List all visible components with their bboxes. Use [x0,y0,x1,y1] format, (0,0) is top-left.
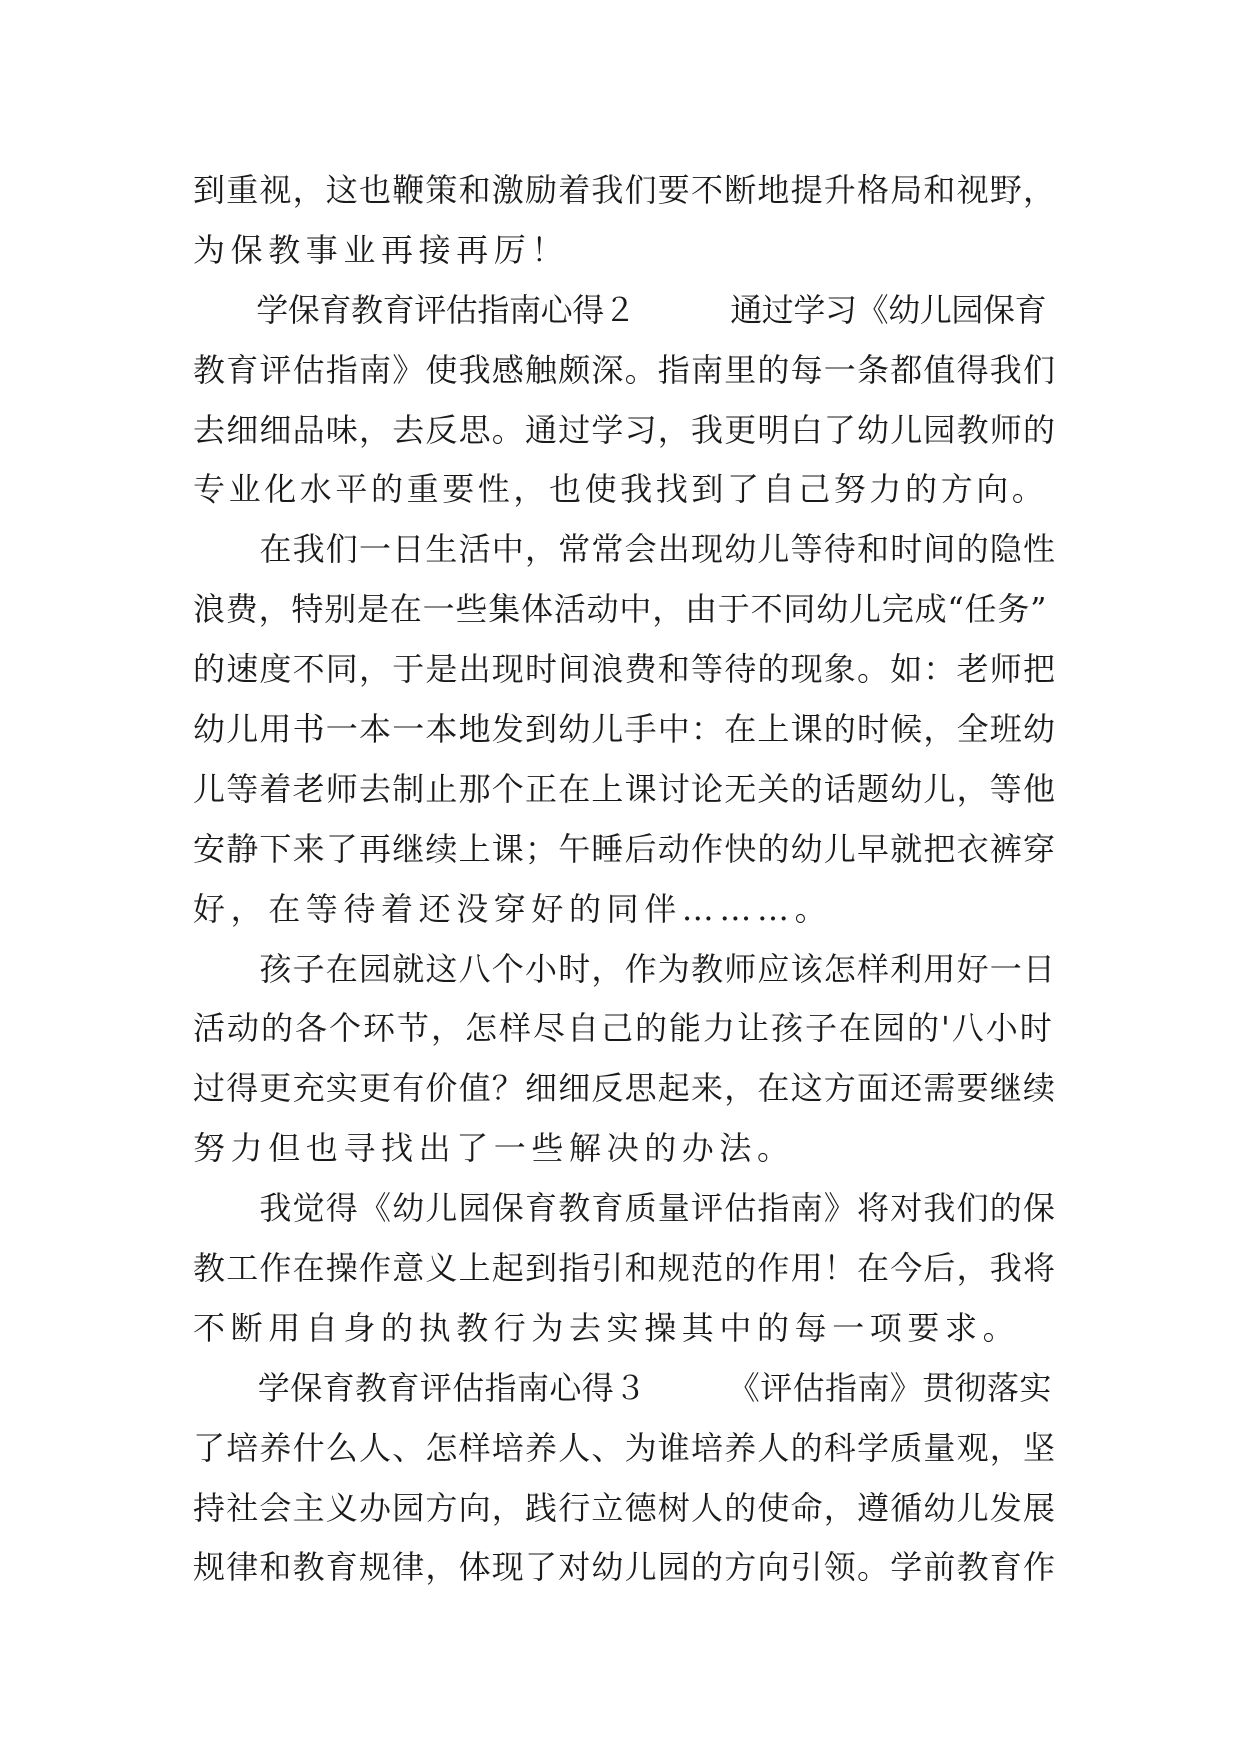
text-line: 为保教事业再接再厉！ [193,230,570,269]
text-line: 儿等着老师去制止那个正在上课讨论无关的话题幼儿，等他 [193,769,1057,808]
text-line: 到重视，这也鞭策和激励着我们要不断地提升格局和视野， [193,171,1057,209]
text-line: 活动的各个环节，怎样尽自己的能力让孩子在园的'八小时 [193,1009,1054,1048]
text-line: 幼儿用书一本一本地发到幼儿手中：在上课的时候，全班幼 [193,710,1057,749]
text-line: 过得更充实更有价值？细细反思起来，在这方面还需要继续 [193,1069,1057,1108]
text-line: 安静下来了再继续上课；午睡后动作快的幼儿早就把衣裤穿 [193,829,1057,868]
text-line: 规律和教育规律，体现了对幼儿园的方向引领。学前教育作 [193,1548,1057,1587]
text-line: 教工作在操作意义上起到指引和规范的作用！在今后，我将 [193,1249,1057,1288]
text-line: 专业化水平的重要性，也使我找到了自己努力的方向。 [193,470,1048,509]
body-text [193,161,1055,1598]
text-line: 孩子在园就这八个小时，作为教师应该怎样利用好一日 [193,949,1057,988]
text-line: 好，在等待着还没穿好的同伴………。 [193,889,833,928]
text-line: 教育评估指南》使我感触颇深。指南里的每一条都值得我们 [193,350,1057,389]
text-line: 的速度不同，于是出现时间浪费和等待的现象。如：老师把 [193,650,1057,689]
text-line: 努力但也寻找出了一些解决的办法。 [193,1129,795,1168]
text-line: 浪费，特别是在一些集体活动中，由于不同幼儿完成“任务” [193,590,1048,629]
text-line: 去细细品味，去反思。通过学习，我更明白了幼儿园教师的 [193,410,1057,449]
text-line: 学保育教育评估指南心得３ 《评估指南》贯彻落实 [193,1368,1052,1407]
text-line: 持社会主义办园方向，践行立德树人的使命，遵循幼儿发展 [193,1488,1057,1527]
text-line: 在我们一日生活中，常常会出现幼儿等待和时间的隐性 [193,530,1057,569]
text-line: 学保育教育评估指南心得２ 通过学习《幼儿园保育 [193,290,1047,329]
text-line: 我觉得《幼儿园保育教育质量评估指南》将对我们的保 [193,1189,1057,1228]
text-line: 了培养什么人、怎样培养人、为谁培养人的科学质量观，坚 [193,1428,1057,1467]
text-line: 不断用自身的执教行为去实操其中的每一项要求。 [193,1308,1021,1347]
